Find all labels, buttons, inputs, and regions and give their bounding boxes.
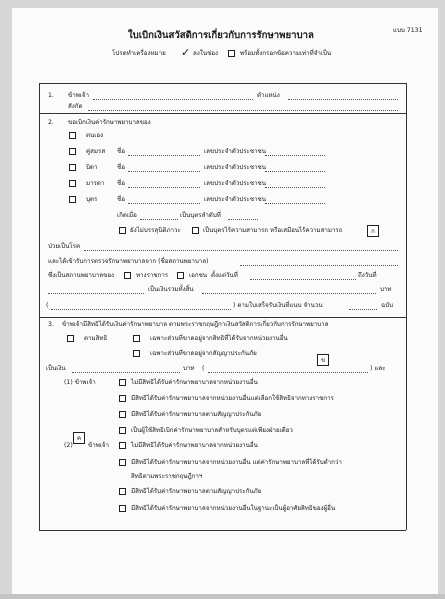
item2-label: (2) bbox=[64, 442, 73, 449]
self-label: ตนเอง bbox=[86, 132, 104, 139]
item2-option1-label: ไม่มีสิทธิได้รับค่ารักษาพยาบาลจากหน่วยงานอื่น bbox=[131, 442, 258, 449]
section3-open-paren: ( bbox=[202, 365, 205, 372]
checkmark-icon: ✓ bbox=[181, 46, 191, 59]
and-label: ) และ bbox=[370, 365, 386, 372]
illness-label: ป่วยเป็นโรค bbox=[48, 243, 81, 250]
form-bottom-border bbox=[39, 530, 406, 531]
spouse-name-label: ชื่อ bbox=[117, 148, 125, 155]
mother-id-label: เลขประจำตัวประชาชน bbox=[204, 180, 266, 187]
child-checkbox[interactable] bbox=[69, 196, 76, 203]
hospital-label: และได้เข้ารับการตรวจรักษาพยาบาลจาก (ชื่อสถานพยาบาล) bbox=[48, 258, 209, 265]
name-field[interactable] bbox=[93, 99, 253, 100]
instruction-middle: ลงในช่อง bbox=[193, 50, 219, 57]
affiliation-field[interactable] bbox=[88, 110, 398, 111]
form-number: แบบ 7131 bbox=[393, 27, 423, 34]
item1-option1-label: ไม่มีสิทธิได้รับค่ารักษาพยาบาลจากหน่วยงานอื่น bbox=[131, 379, 258, 386]
father-id-field[interactable] bbox=[265, 171, 325, 172]
spouse-label: คู่สมรส bbox=[86, 148, 106, 155]
position-field[interactable] bbox=[288, 99, 398, 100]
father-name-label: ชื่อ bbox=[117, 164, 125, 171]
section3-top-border bbox=[39, 317, 406, 318]
only-other-label: เฉพาะส่วนที่ขาดอยู่จากสิทธิที่ได้รับจากหน่วยงานอื่น bbox=[150, 335, 288, 342]
copies-label: ฉบับ bbox=[381, 302, 394, 309]
total-field[interactable] bbox=[202, 293, 376, 294]
facility-type-label: ซึ่งเป็นสถานพยาบาลของ bbox=[48, 272, 115, 279]
receipt-count-field[interactable] bbox=[349, 309, 377, 310]
affiliation-label: สังกัด bbox=[68, 103, 83, 110]
amount-in-words-field[interactable] bbox=[51, 309, 231, 310]
item2-option2-continuation: สิทธิตามพระราชกฤษฎีกาฯ bbox=[131, 473, 203, 480]
note-mark-a: ก bbox=[367, 225, 379, 237]
self-checkbox[interactable] bbox=[69, 132, 76, 139]
item1-option2-label: มีสิทธิได้รับค่ารักษาพยาบาลจากหน่วยงานอื่นแต่เลือกใช้สิทธิจากทางราชการ bbox=[131, 395, 334, 402]
item1-option2-checkbox[interactable] bbox=[119, 395, 126, 402]
child-label: บุตร bbox=[86, 196, 98, 203]
mother-checkbox[interactable] bbox=[69, 180, 76, 187]
instruction-prefix: โปรดทำเครื่องหมาย bbox=[112, 50, 166, 57]
hospital-field[interactable] bbox=[240, 265, 398, 266]
section2-top-border bbox=[39, 113, 406, 114]
form-title: ใบเบิกเงินสวัสดิการเกี่ยวกับการรักษาพยาบาล bbox=[128, 30, 314, 41]
section1-top-border bbox=[39, 83, 406, 84]
position-label: ตำแหน่ง bbox=[257, 92, 280, 99]
item1-label: (1) ข้าพเจ้า bbox=[64, 379, 96, 386]
gov-label: ทางราชการ bbox=[136, 272, 169, 279]
only-other-checkbox[interactable] bbox=[133, 335, 140, 342]
item1-option4-label: เป็นผู้ใช้สิทธิเบิกค่ารักษาพยาบาลสำหรับบุตรแต่เพียงฝ่ายเดียว bbox=[131, 427, 293, 434]
scan-bottom-edge bbox=[0, 594, 445, 599]
private-label: เอกชน bbox=[189, 272, 208, 279]
item1-option3-checkbox[interactable] bbox=[119, 411, 126, 418]
form-right-border bbox=[406, 83, 407, 530]
receipt-label: ) ตามใบเสร็จรับเงินที่แนบ จำนวน bbox=[233, 302, 323, 309]
father-id-label: เลขประจำตัวประชาชน bbox=[204, 164, 266, 171]
spouse-id-label: เลขประจำตัวประชาชน bbox=[204, 148, 266, 155]
child-id-field[interactable] bbox=[265, 203, 325, 204]
child-id-label: เลขประจำตัวประชาชน bbox=[204, 196, 266, 203]
receipt-open-paren: ( bbox=[46, 302, 49, 309]
section2-number: 2. bbox=[48, 119, 54, 126]
child-name-label: ชื่อ bbox=[117, 196, 125, 203]
illness-field[interactable] bbox=[84, 250, 398, 251]
minor-checkbox[interactable] bbox=[119, 227, 126, 234]
child-order-field[interactable] bbox=[228, 219, 258, 220]
only-insurance-label: เฉพาะส่วนที่ขาดอยู่จากสัญญาประกันภัย bbox=[150, 350, 257, 357]
sample-checkbox bbox=[228, 50, 235, 57]
mother-name-field[interactable] bbox=[128, 187, 200, 188]
from-date-label: ตั้งแต่วันที่ bbox=[211, 272, 238, 279]
father-label: บิดา bbox=[86, 164, 98, 171]
total-baht-label: บาท bbox=[380, 286, 392, 293]
note-mark-b: ข bbox=[317, 354, 329, 366]
by-right-label: ตามสิทธิ bbox=[84, 335, 108, 342]
disabled-label: เป็นบุตรไร้ความสามารถ หรือเสมือนไร้ความสามารถ bbox=[203, 227, 343, 234]
mother-name-label: ชื่อ bbox=[117, 180, 125, 187]
only-insurance-checkbox[interactable] bbox=[133, 350, 140, 357]
private-checkbox[interactable] bbox=[177, 272, 184, 279]
item2-subject: ข้าพเจ้า bbox=[88, 442, 109, 449]
spouse-name-field[interactable] bbox=[128, 155, 200, 156]
child-order-label: เป็นบุตรลำดับที่ bbox=[180, 212, 221, 219]
to-date-label: ถึงวันที่ bbox=[358, 272, 377, 279]
section2-heading: ขอเบิกเงินค่ารักษาพยาบาลของ bbox=[68, 119, 151, 126]
born-field[interactable] bbox=[140, 219, 178, 220]
by-right-checkbox[interactable] bbox=[67, 335, 74, 342]
gov-checkbox[interactable] bbox=[124, 272, 131, 279]
section3-baht-label: บาท bbox=[183, 365, 195, 372]
mother-id-field[interactable] bbox=[265, 187, 325, 188]
mother-label: มารดา bbox=[86, 180, 105, 187]
name-label: ข้าพเจ้า bbox=[68, 92, 89, 99]
father-checkbox[interactable] bbox=[69, 164, 76, 171]
item1-option1-checkbox[interactable] bbox=[119, 379, 126, 386]
disabled-checkbox[interactable] bbox=[192, 227, 199, 234]
spouse-id-field[interactable] bbox=[265, 155, 325, 156]
amount-prefix: เป็นเงิน bbox=[46, 365, 66, 372]
item2-option4-checkbox[interactable] bbox=[119, 505, 126, 512]
spouse-checkbox[interactable] bbox=[69, 148, 76, 155]
item1-option4-checkbox[interactable] bbox=[119, 427, 126, 434]
minor-label: ยังไม่บรรลุนิติภาวะ bbox=[130, 227, 181, 234]
item1-option3-label: มีสิทธิได้รับค่ารักษาพยาบาลตามสัญญาประกันภัย bbox=[131, 411, 262, 418]
instruction-suffix: พร้อมทั้งกรอกข้อความเท่าที่จำเป็น bbox=[240, 50, 332, 57]
item2-option3-label: มีสิทธิได้รับค่ารักษาพยาบาลตามสัญญาประกันภัย bbox=[131, 488, 262, 495]
item2-option2-label: มีสิทธิได้รับค่ารักษาพยาบาลจากหน่วยงานอื่น แต่ค่ารักษาพยาบาลที่ได้รับต่ำกว่า bbox=[131, 459, 342, 466]
section3-number: 3. bbox=[48, 321, 54, 328]
child-name-field[interactable] bbox=[128, 203, 200, 204]
father-name-field[interactable] bbox=[128, 171, 200, 172]
item2-option4-label: มีสิทธิได้รับค่ารักษาพยาบาลจากหน่วยงานอื่นในฐานะเป็นผู้อาศัยสิทธิของผู้อื่น bbox=[131, 505, 336, 512]
section3-heading: ข้าพเจ้ามีสิทธิได้รับเงินค่ารักษาพยาบาล ตามพระราชกฤษฎีกาเงินสวัสดิการเกี่ยวกับการรักษาพยาบาล bbox=[62, 321, 329, 328]
to-date-field[interactable] bbox=[48, 293, 144, 294]
note-mark-c: ค bbox=[73, 432, 85, 444]
section1-number: 1. bbox=[48, 92, 54, 99]
section3-amount-field[interactable] bbox=[72, 372, 180, 373]
born-label: เกิดเมื่อ bbox=[117, 212, 137, 219]
item2-option1-checkbox[interactable] bbox=[119, 442, 126, 449]
form-left-border bbox=[39, 83, 40, 530]
section3-amount-words-field[interactable] bbox=[208, 372, 368, 373]
item2-option2-checkbox[interactable] bbox=[119, 459, 126, 466]
item2-option3-checkbox[interactable] bbox=[119, 488, 126, 495]
from-date-field[interactable] bbox=[250, 279, 356, 280]
total-label: เป็นเงินรวมทั้งสิ้น bbox=[148, 286, 194, 293]
